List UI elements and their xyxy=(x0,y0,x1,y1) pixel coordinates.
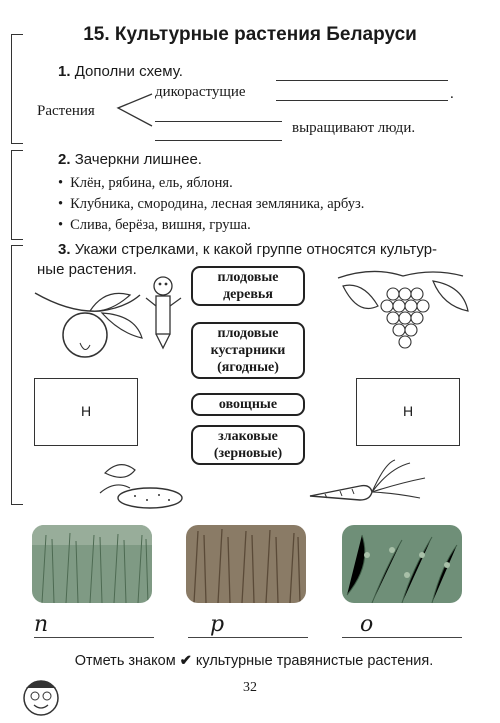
group-fruit-bushes[interactable] xyxy=(191,322,305,379)
box-letter: Н xyxy=(402,403,414,419)
list-item[interactable]: • Слива, берёза, вишня, груша. xyxy=(58,215,364,236)
answer-line-photo-2[interactable] xyxy=(188,637,308,638)
scheme-branch-top: дикорастущие xyxy=(155,84,246,100)
scheme-root: Растения xyxy=(37,103,95,119)
margin-bracket-3 xyxy=(11,245,26,505)
drawing-box-left[interactable] xyxy=(34,378,138,446)
group-label: овощные xyxy=(218,397,278,412)
task1-number: 1. xyxy=(58,63,71,80)
group-cereals[interactable] xyxy=(191,425,305,465)
footer-task-before: Отметь знаком xyxy=(74,653,176,669)
box-letter: Н xyxy=(80,403,92,419)
page-number: 32 xyxy=(243,680,257,695)
answer-line-bottom[interactable] xyxy=(155,121,282,122)
grapes-icon[interactable] xyxy=(333,266,473,361)
task2-text: Зачеркни лишнее. xyxy=(74,151,202,168)
task1-heading xyxy=(58,63,183,80)
photo-wheat-image xyxy=(32,525,152,603)
scheme-brace xyxy=(112,86,154,132)
task3-number: 3. xyxy=(58,241,71,258)
margin-bracket-1 xyxy=(11,34,26,144)
group-label: деревья xyxy=(223,287,273,302)
answer-line-photo-3[interactable] xyxy=(342,637,462,638)
handwriting-hint-1: п xyxy=(34,612,49,637)
group-label: (зерновые) xyxy=(213,446,283,461)
list-item[interactable]: • Клён, рябина, ель, яблоня. xyxy=(58,173,364,194)
carrot-icon[interactable] xyxy=(300,458,430,508)
photo-wheat[interactable] xyxy=(32,525,152,603)
pencil-character-icon xyxy=(143,272,185,350)
group-label: злаковые xyxy=(218,429,278,444)
answer-line-top[interactable] xyxy=(276,100,448,101)
group-label: (ягодные) xyxy=(217,360,279,375)
answer-line-top-extra[interactable] xyxy=(276,80,448,81)
apple-branch-icon[interactable] xyxy=(30,283,145,363)
task3-text-line2: ные растения. xyxy=(37,261,137,278)
group-label: плодовые xyxy=(217,270,279,285)
task2-number: 2. xyxy=(58,151,71,168)
photo-oats[interactable] xyxy=(342,525,462,603)
answer-line-bottom-2[interactable] xyxy=(155,140,282,141)
task3-heading xyxy=(58,241,437,258)
photo-rye-image xyxy=(186,525,306,603)
task2-list xyxy=(58,173,364,236)
page-title: 15. Культурные растения Беларуси xyxy=(83,24,417,45)
answer-line-photo-1[interactable] xyxy=(34,637,154,638)
handwriting-hint-2: р xyxy=(210,612,225,637)
task1-text: Дополни схему. xyxy=(74,63,183,80)
group-label: плодовые xyxy=(217,326,279,341)
period: . xyxy=(450,86,454,102)
group-vegetables[interactable] xyxy=(191,393,305,416)
group-fruit-trees[interactable] xyxy=(191,266,305,306)
photo-rye[interactable] xyxy=(186,525,306,603)
list-item[interactable]: • Клубника, смородина, лесная земляника, арбуз. xyxy=(58,194,364,215)
handwriting-hint-3: о xyxy=(360,612,374,637)
margin-bracket-2 xyxy=(11,150,26,240)
drawing-box-right[interactable] xyxy=(356,378,460,446)
photo-oats-image xyxy=(342,525,462,603)
footer-task-after: культурные травянистые растения. xyxy=(195,653,434,669)
footer-task xyxy=(34,653,474,669)
group-label: кустарники xyxy=(210,343,286,358)
task2-heading xyxy=(58,151,202,168)
scheme-branch-bottom: выращивают люди. xyxy=(292,120,416,136)
task3-text-line1: Укажи стрелками, к какой группе относятся культур- xyxy=(74,241,438,258)
checkmark-icon: ✔ xyxy=(179,653,192,669)
cucumber-icon[interactable] xyxy=(95,458,190,516)
